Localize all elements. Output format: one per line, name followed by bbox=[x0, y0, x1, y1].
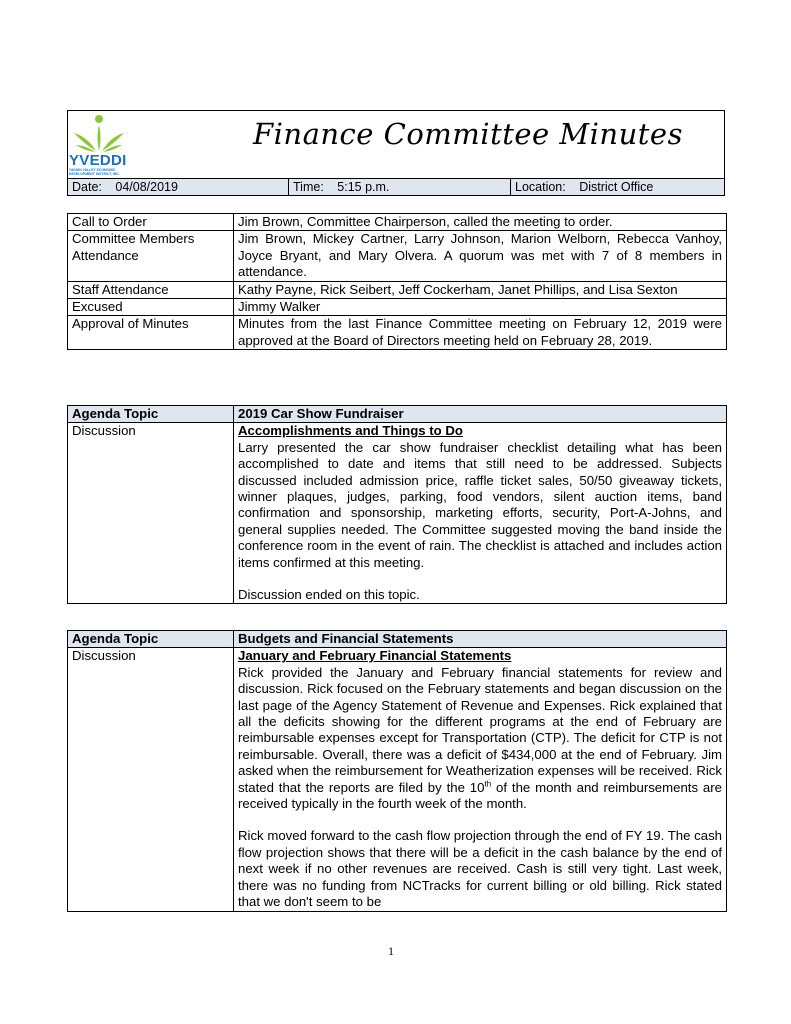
row-content: Jimmy Walker bbox=[234, 299, 727, 316]
time-value: 5:15 p.m. bbox=[337, 180, 390, 194]
row-content: Kathy Payne, Rick Seibert, Jeff Cockerham, Janet Phillips, and Lisa Sexton bbox=[234, 281, 727, 298]
location-cell bbox=[511, 179, 724, 195]
agenda-discussion-row bbox=[68, 423, 727, 604]
agenda-topic-label: Agenda Topic bbox=[68, 631, 234, 648]
page-title: Finance Committee Minutes bbox=[253, 117, 683, 151]
table-row bbox=[68, 214, 727, 231]
row-label: Excused bbox=[68, 299, 234, 316]
table-row bbox=[68, 231, 727, 281]
meeting-details-table bbox=[67, 213, 727, 350]
date-value: 04/08/2019 bbox=[115, 180, 178, 194]
discussion-paragraph: Larry presented the car show fundraiser checklist detailing what has been accomplished to date and items that still need to be addressed. Subjects discussed included admission price, raffle ticket sales, 50/50 giveaway tickets, winner plaques, judges, parking, food vendors, silent auction items, band confirmation and sponsorship, marketing efforts, security, Port-A-Johns, and general supplies needed. The Committee suggested moving the band inside the conference room in the event of rain. The checklist is attached and includes action items confirmed at this meeting. bbox=[238, 439, 722, 570]
table-row bbox=[68, 316, 727, 350]
time-label: Time: bbox=[293, 180, 324, 194]
paragraph-text-b: of the month and reimbursements are received typically in the fourth week of the month. bbox=[238, 779, 722, 812]
paragraph-spacer bbox=[238, 812, 722, 828]
logo-subtext: YADKIN VALLEY ECONOMIC DEVELOPMENT DISTRICT, INC. bbox=[69, 168, 120, 176]
discussion-heading: Accomplishments and Things to Do bbox=[238, 423, 463, 439]
location-value: District Office bbox=[579, 180, 654, 194]
date-label: Date: bbox=[72, 180, 102, 194]
discussion-heading: January and February Financial Statements bbox=[238, 648, 512, 664]
row-label: Call to Order bbox=[68, 214, 234, 231]
agenda-topic-label: Agenda Topic bbox=[68, 406, 234, 423]
discussion-content bbox=[234, 423, 727, 604]
header-box bbox=[67, 110, 725, 196]
page-number: 1 bbox=[388, 944, 394, 958]
discussion-label: Discussion bbox=[68, 423, 234, 604]
row-label: Staff Attendance bbox=[68, 281, 234, 298]
agenda-table-car-show bbox=[67, 405, 727, 604]
row-label: Approval of Minutes bbox=[68, 316, 234, 350]
row-content: Jim Brown, Mickey Cartner, Larry Johnson, Marion Welborn, Rebecca Vanhoy, Joyce Bryant, and Mary Olvera. A quorum was met with 7 of 8 members in attendance. bbox=[234, 231, 727, 281]
discussion-paragraph-2: Rick moved forward to the cash flow projection through the end of FY 19. The cash flow projection shows that there will be a deficit in the cash balance by the end of next week if no other revenues are received. Cash is still very tight. Last week, there was no funding from NCTracks for current billing or old billing. Rick stated that we don't seem to be bbox=[238, 828, 722, 910]
row-content: Minutes from the last Finance Committee meeting on February 12, 2019 were approved at the Board of Directors meeting held on February 28, 2019. bbox=[234, 316, 727, 350]
time-cell bbox=[289, 179, 511, 195]
yveddi-logo bbox=[68, 111, 134, 177]
discussion-paragraph bbox=[238, 665, 722, 813]
paragraph-spacer bbox=[238, 571, 722, 587]
location-label: Location: bbox=[515, 180, 566, 194]
agenda-topic-title: 2019 Car Show Fundraiser bbox=[234, 406, 727, 423]
table-row bbox=[68, 281, 727, 298]
discussion-label: Discussion bbox=[68, 648, 234, 911]
date-cell bbox=[68, 179, 289, 195]
agenda-discussion-row bbox=[68, 648, 727, 911]
agenda-header-row bbox=[68, 631, 727, 648]
agenda-topic-title: Budgets and Financial Statements bbox=[234, 631, 727, 648]
meeting-info-bar bbox=[68, 178, 724, 195]
table-row bbox=[68, 299, 727, 316]
row-label: Committee Members Attendance bbox=[68, 231, 234, 281]
row-content: Jim Brown, Committee Chairperson, called the meeting to order. bbox=[234, 214, 727, 231]
paragraph-text-a: Rick provided the January and February financial statements for review and discussion. Rick focused on the February statements and began discussion on the last page of the Agency Statement of Revenue and Expenses. Rick explained that all the deficits showing for the different programs at the end of February are reimbursable expenses except for Transportation (CTP). The deficit for CTP is not reimbursable. Overall, there was a deficit of $434,000 at the end of February. Jim asked when the reimbursement for Weatherization expenses will be received. Rick stated that the reports are filed by the 10 bbox=[238, 664, 722, 795]
superscript: th bbox=[484, 779, 492, 789]
logo-text: YVEDDI bbox=[69, 152, 127, 169]
agenda-table-budgets bbox=[67, 630, 727, 912]
discussion-content bbox=[234, 648, 727, 911]
discussion-closing: Discussion ended on this topic. bbox=[238, 587, 420, 603]
agenda-header-row bbox=[68, 406, 727, 423]
